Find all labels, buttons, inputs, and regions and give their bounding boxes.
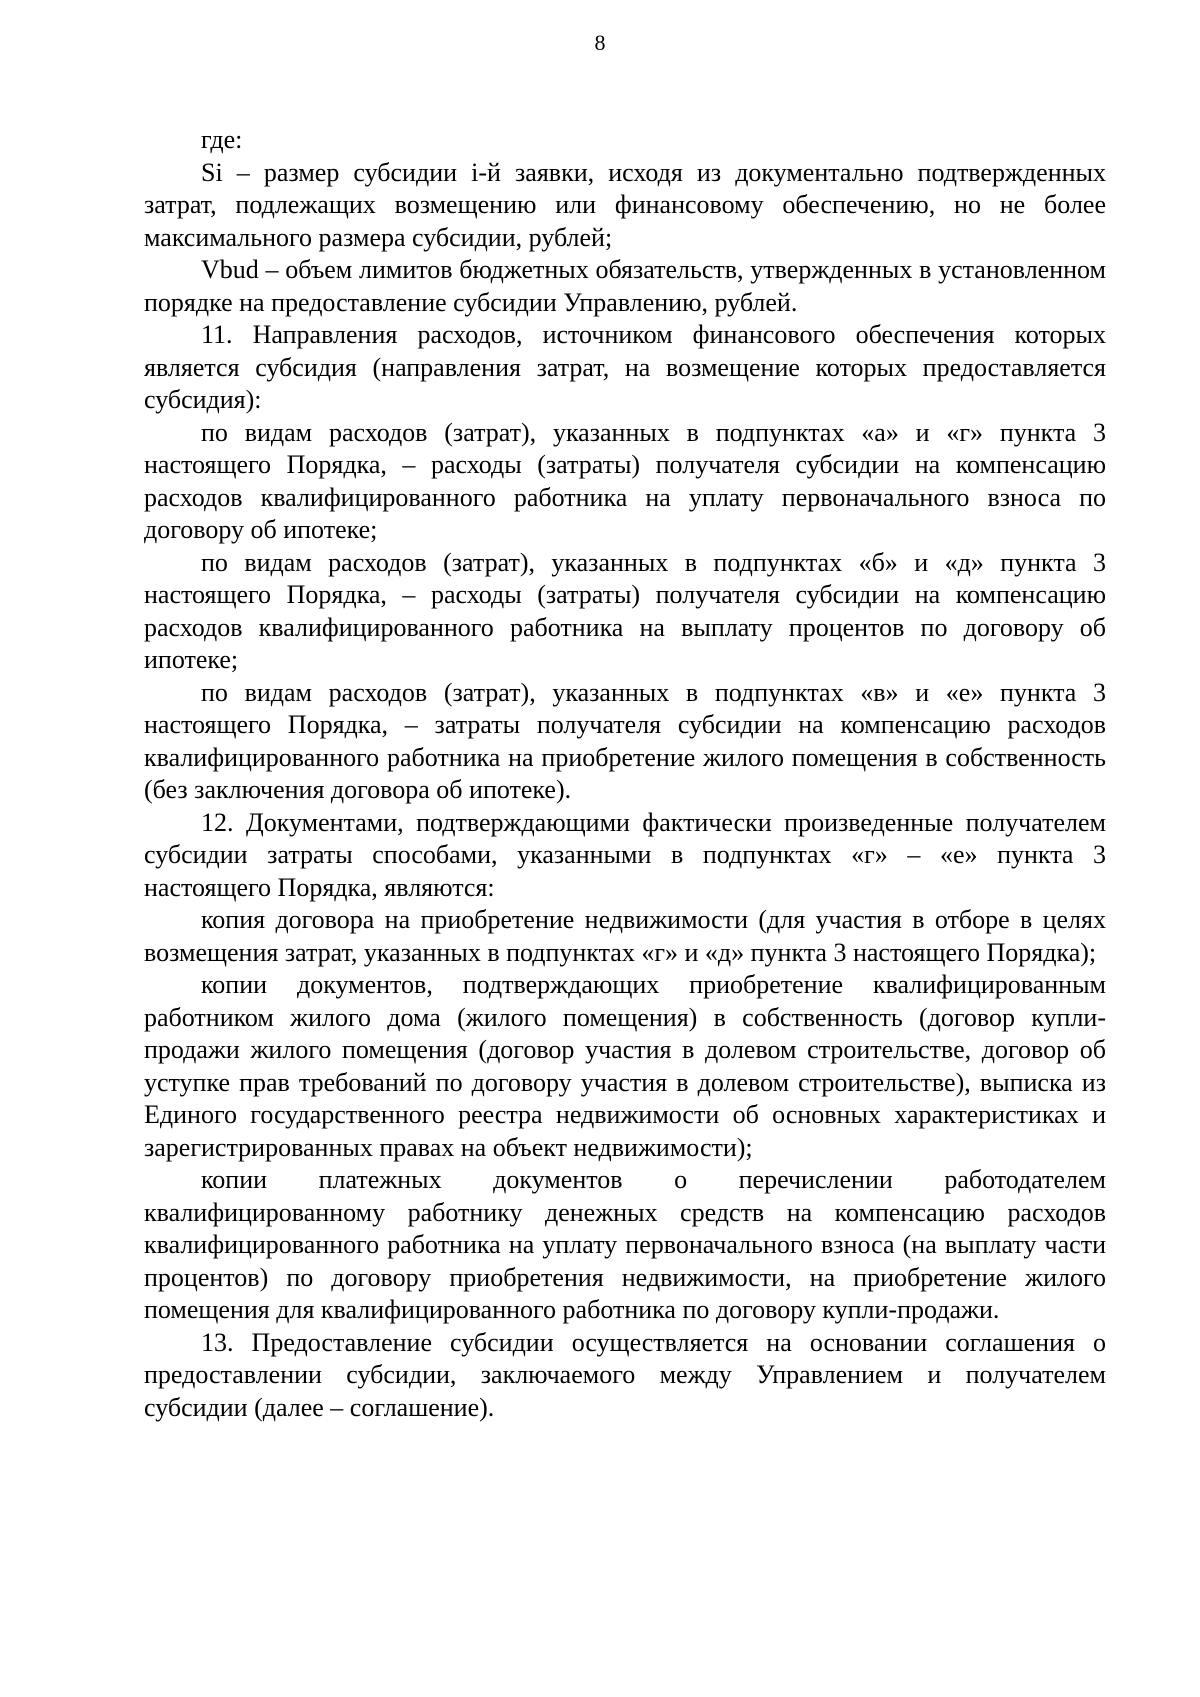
paragraph-item-12-contract-copy: копия договора на приобретение недвижимости (для участия в отборе в целях возмещения затрат, указанных в подпунктах «г» и «д» пункта 3 настоящего Порядка); xyxy=(144,905,1106,967)
paragraph-item-12-payment-docs: копии платежных документов о перечислении работодателем квалифицированному работнику денежных средств на компенсацию расходов квалифицированного работника на уплату первоначального взноса (на выплату части процентов) по договору приобретения недвижимости, на приобретение жилого помещения для квалифицированного работника по договору купли-продажи. xyxy=(144,1165,1106,1324)
paragraph-si-definition: Si – размер субсидии i-й заявки, исходя из документально подтвержденных затрат, подлежащих возмещению или финансовому обеспечению, но не более максимального размера субсидии, рублей; xyxy=(144,157,1106,252)
paragraph-item-13: 13. Предоставление субсидии осуществляется на основании соглашения о предоставлении субсидии, заключаемого между Управлением и получателем субсидии (далее – соглашение). xyxy=(144,1327,1106,1422)
paragraph-item-11-b-d: по видам расходов (затрат), указанных в подпунктах «б» и «д» пункта 3 настоящего Порядка, – расходы (затраты) получателя субсидии на компенсацию расходов квалифицированного работника на выплату процентов по договору об ипотеке; xyxy=(144,547,1106,674)
paragraph-where: где: xyxy=(201,125,243,154)
page-number: 8 xyxy=(594,30,606,55)
paragraph-item-11-v-e: по видам расходов (затрат), указанных в подпунктах «в» и «е» пункта 3 настоящего Порядка, – затраты получателя субсидии на компенсацию расходов квалифицированного работника на приобретение жилого помещения в собственность (без заключения договора об ипотеке). xyxy=(144,677,1106,804)
paragraph-vbud-definition: Vbud – объем лимитов бюджетных обязательств, утвержденных в установленном порядке на предоставление субсидии Управлению, рублей. xyxy=(144,255,1106,317)
paragraph-item-11: 11. Направления расходов, источником финансового обеспечения которых является субсидия (направления затрат, на возмещение которых предоставляется субсидия): xyxy=(144,320,1106,414)
paragraph-item-12: 12. Документами, подтверждающими фактически произведенные получателем субсидии затраты способами, указанными в подпунктах «г» – «е» пункта 3 настоящего Порядка, являются: xyxy=(144,807,1106,902)
document-body xyxy=(144,124,1106,1424)
paragraph-item-11-a-g: по видам расходов (затрат), указанных в подпунктах «а» и «г» пункта 3 настоящего Порядка, – расходы (затраты) получателя субсидии на компенсацию расходов квалифицированного работника на уплату первоначального взноса по договору об ипотеке; xyxy=(144,417,1106,544)
paragraph-item-12-ownership-docs: копии документов, подтверждающих приобретение квалифицированным работником жилого дома (жилого помещения) в собственность (договор купли-продажи жилого помещения (договор участия в долевом строительстве, договор об уступке прав требований по договору участия в долевом строительстве), выписка из Единого государственного реестра недвижимости об основных характеристиках и зарегистрированных правах на объект недвижимости); xyxy=(144,970,1106,1162)
